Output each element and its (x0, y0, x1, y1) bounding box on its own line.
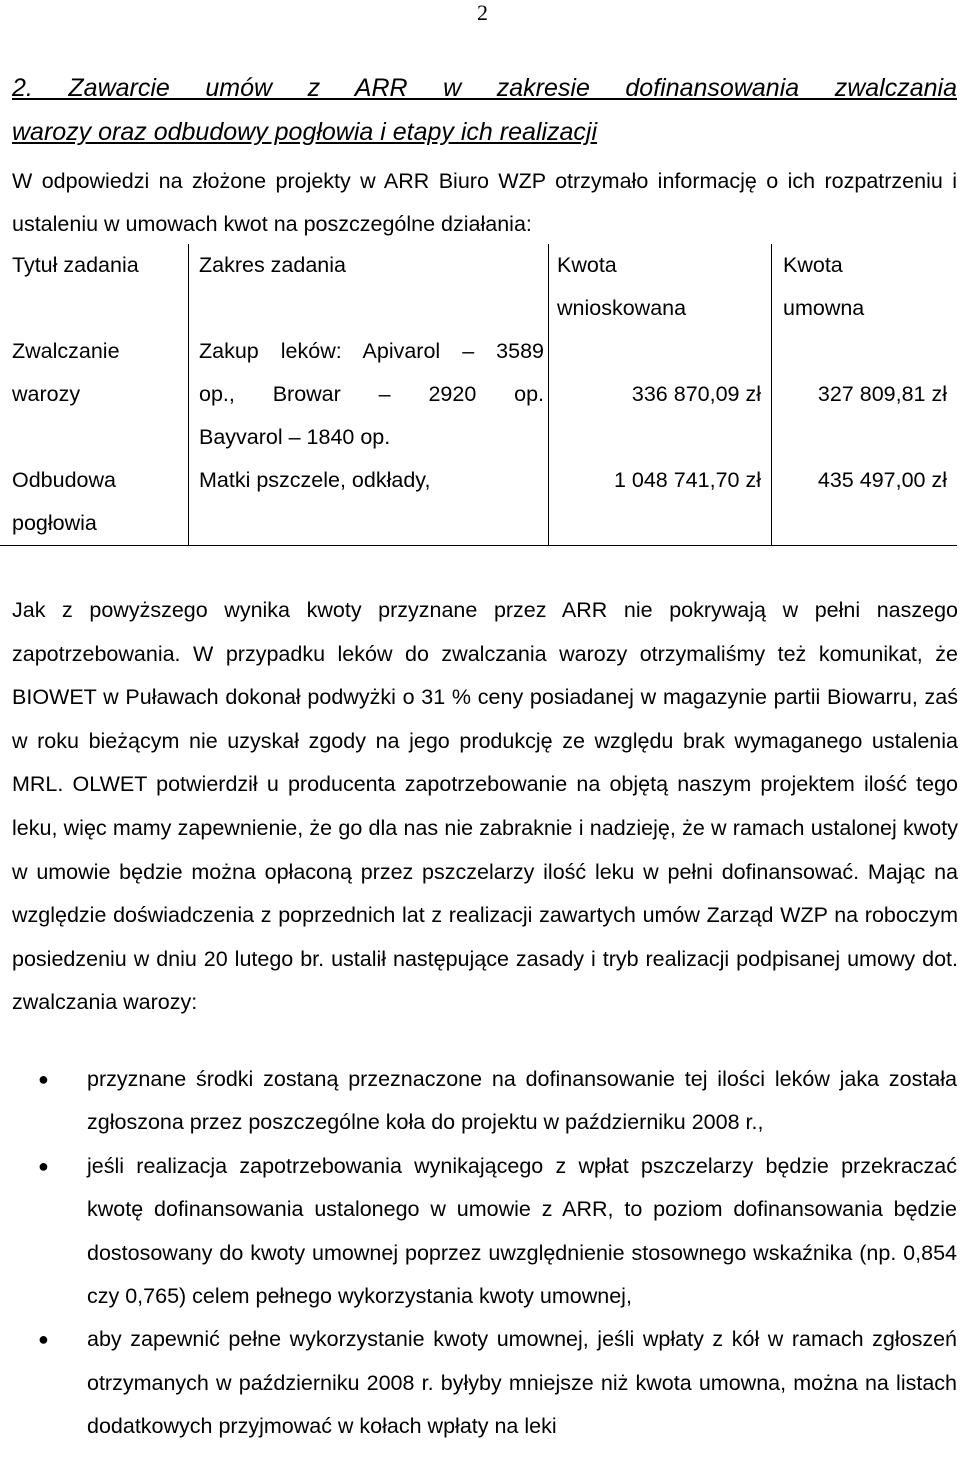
list-item: ● przyznane środki zostaną przeznaczone na dofinansowanie tej ilości leków jaka została zgłoszona przez poszczególne koła do projektu w październiku 2008 r., (0, 1058, 957, 1145)
page-number: 2 (477, 0, 488, 25)
allocation-table (0, 244, 957, 546)
header-contracted: Kwota umowna (783, 253, 865, 320)
bullet-icon: ● (38, 1155, 49, 1176)
table-header-row (0, 244, 957, 330)
section-heading-line-2: warozy oraz odbudowy pogłowia i etapy ich realizacji (12, 118, 598, 146)
bullet-icon: ● (38, 1069, 49, 1089)
row-scope: Zakup leków: Apivarol – 3589 op., Browar – 2920 op. Bayvarol – 1840 op. (189, 330, 549, 459)
intro-paragraph: W odpowiedzi na złożone projekty w ARR Biuro WZP otrzymało informację o ich rozpatrzeniu i ustaleniu w umowach kwot na poszczególne działania: (12, 169, 957, 236)
body-paragraph: Jak z powyższego wynika kwoty przyznane przez ARR nie pokrywają w pełni naszego zapotrzebowania. W przypadku leków do zwalczania warozy otrzymaliśmy też komunikat, że BIOWET w Puławach dokonał podwyżki o 31 % ceny posiadanej w magazynie partii Biowarru, zaś w roku bieżącym nie uzyskał zgody na jego produkcję ze względu brak wymaganego ustalenia MRL. OLWET potwierdził u producenta zapotrzebowanie na objętą naszym projektem ilość tego leku, więc mamy zapewnienie, że go dla nas nie zabraknie i nadzieję, że w ramach ustalonej kwoty w umowie będzie można opłaconą przez pszczelarzy ilość leku w pełni dofinansować. Mając na względzie doświadczenia z poprzednich lat z realizacji zawartych umów Zarząd WZP na roboczym posiedzeniu w dniu 20 lutego br. ustalił następujące zasady i tryb realizacji podpisanej umowy dot. zwalczania warozy: (12, 598, 958, 1015)
section-heading (12, 66, 957, 154)
header-scope: Zakres zadania (189, 244, 549, 330)
row-contracted-amount: 327 809,81 zł (817, 382, 947, 406)
table-row (0, 459, 957, 546)
rules-list (0, 1058, 957, 1449)
bullet-icon: ● (38, 1329, 49, 1350)
table-row (0, 330, 957, 459)
row-requested-amount: 336 870,09 zł (549, 330, 772, 459)
header-title: Tytuł zadania (0, 244, 189, 330)
row-scope: Matki pszczele, odkłady, (189, 459, 549, 546)
header-requested: Kwota wnioskowana (549, 244, 772, 330)
section-heading-line-1: 2. Zawarcie umów z ARR w zakresie dofinansowania zwalczania (12, 74, 957, 102)
row-title: Odbudowa pogłowia (0, 459, 189, 546)
row-title: Zwalczanie warozy (0, 330, 189, 459)
row-contracted-amount: 435 497,00 zł (772, 459, 958, 546)
list-item: ● aby zapewnić pełne wykorzystanie kwoty umownej, jeśli wpłaty z kół w ramach zgłoszeń otrzymanych w październiku 2008 r. byłyby mniejsze niż kwota umowna, można na listach dodatkowych przyjmować w kołach wpłaty na leki (0, 1318, 957, 1448)
list-item: ● jeśli realizacja zapotrzebowania wynikającego z wpłat pszczelarzy będzie przekraczać kwotę dofinansowania ustalonego w umowie z ARR, to poziom dofinansowania będzie dostosowany do kwoty umownej poprzez uwzględnienie stosownego wskaźnika (np. 0,854 czy 0,765) celem pełnego wykorzystania kwoty umownej, (0, 1145, 957, 1319)
row-requested-amount: 1 048 741,70 zł (549, 459, 772, 546)
